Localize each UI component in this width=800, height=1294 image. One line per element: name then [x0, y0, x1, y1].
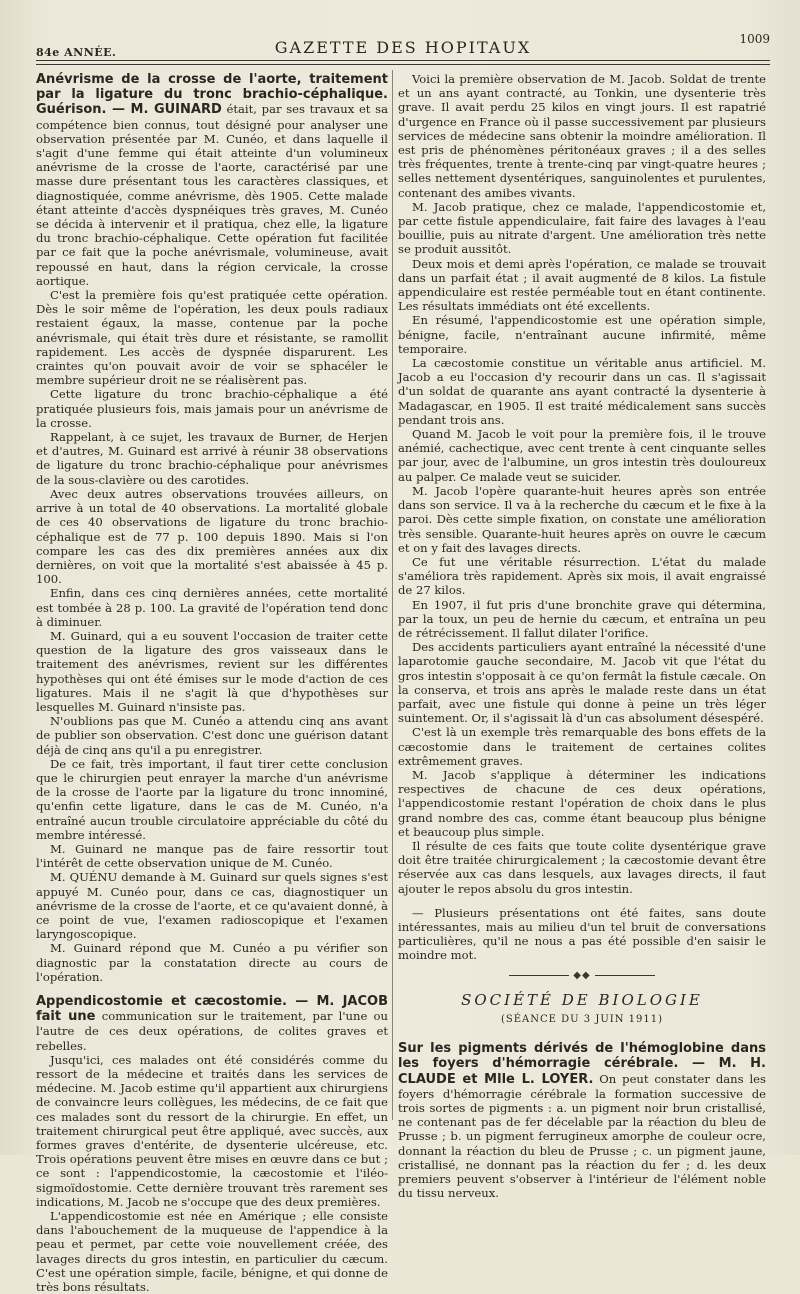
- article-heading: Sur les pigments dérivés de l'hémoglobine dans les foyers d'hémorragie cérébrale. — M. H. CLAUDE et Mlle L. LOYER.: [398, 1041, 766, 1087]
- paragraph: Deux mois et demi après l'opération, ce malade se trouvait dans un parfait état ; il avait augmenté de 8 kilos. La fistule appendiculaire est restée perméable tout en étant continente. Les résultats immédiats ont été excellents.: [398, 256, 766, 314]
- paragraph: M. Jacob pratique, chez ce malade, l'appendicostomie et, par cette fistule appendiculaire, fait faire des lavages à l'eau bouillie, puis au nitrate d'argent. Une amélioration très nette se produit aussitôt.: [398, 199, 766, 257]
- paragraph: En résumé, l'appendicostomie est une opération simple, bénigne, facile, n'entraînant aucune infirmité, même temporaire.: [398, 313, 766, 356]
- paragraph: Cette ligature du tronc brachio-céphalique a été pratiquée plusieurs fois, mais jamais pour un anévrisme de la crosse.: [36, 387, 388, 430]
- journal-title: GAZETTE DES HOPITAUX: [274, 38, 532, 57]
- section-ornament: ◆◆: [398, 969, 766, 983]
- column-divider: [392, 70, 393, 1120]
- header-rule-thin: [36, 64, 770, 65]
- paragraph: M. QUÉNU demande à M. Guinard sur quels signes s'est appuyé M. Cunéo pour, dans ce cas, diagnostiquer un anévrisme de la crosse de l'aorte, et ce qu'avaient donné, à ce point de vue, l'examen radioscopique et l'examen laryngoscopique.: [36, 870, 388, 942]
- left-column: [36, 72, 388, 1294]
- paragraph: N'oublions pas que M. Cunéo a attendu cinq ans avant de publier son observation. C'est donc une guérison datant déjà de cinq ans qu'il a pu enregistrer.: [36, 714, 388, 757]
- paragraph: M. Guinard répond que M. Cunéo a pu vérifier son diagnostic par la constatation directe au cours de l'opération.: [36, 941, 388, 984]
- paragraph: communication sur le traitement, par l'une ou l'autre de ces deux opérations, de colites graves et rebelles.: [36, 1009, 388, 1053]
- paragraph: Ce fut une véritable résurrection. L'état du malade s'améliora très rapidement. Après six mois, il avait engraissé de 27 kilos.: [398, 554, 766, 598]
- paragraph: M. Jacob l'opère quarante-huit heures après son entrée dans son service. Il va à la recherche du cæcum et le fixe à la paroi. Dès cette simple fixation, on constate une amélioration très sensible. Quarante-huit heures après on ouvre le cæcum et on y fait des lavages directs.: [398, 483, 766, 555]
- paragraph: était, par ses travaux et sa compétence bien connus, tout désigné pour analyser une observation présentée par M. Cunéo, et dans laquelle il s'agit d'une femme qui était atteinte d'un volumineux anévrisme de la crosse de l'aorte, caractérisé par une masse dure présentant tous les caractères classiques, et diagnostiquée, comme anévrisme, dès 1905. Cette malade étant atteinte d'accès dyspnéiques très graves, M. Cunéo se décida à intervenir et il pratiqua, chez elle, la ligature du tronc brachio-céphalique. Cette opération fut facilitée par ce fait que la poche anévrismale, volumineuse, avait repoussé en haut, dans la région cervicale, la crosse aortique.: [36, 102, 389, 288]
- paragraph: On peut constater dans les foyers d'hémorragie cérébrale la formation successive de trois sortes de pigments : a. un pigment noir brun cristallisé, ne contenant pas de fer décelable par la réaction du bleu de Prusse ; b. un pigment ferrugineux amorphe de couleur ocre, donnant la réaction du bleu de Prusse ; c. un pigment jaune, cristallisé, ne donnant pas la réaction du fer ; d. les deux premiers peuvent s'observer à l'intérieur de l'élément noble du tissu nerveux.: [398, 1071, 766, 1201]
- paragraph: L'appendicostomie est née en Amérique ; elle consiste dans l'abouchement de la muqueuse de l'appendice à la peau et permet, par cette voie nouvellement créée, des lavages directs du gros intestin, en particulier du cæcum. C'est une opération simple, facile, bénigne, et qui donne de très bons résultats.: [36, 1209, 388, 1294]
- article-heading: Anévrisme de la crosse de l'aorte, traitement par la ligature du tronc brachio-céphalique. Guérison. — M. GUINARD: [36, 72, 388, 118]
- paragraph: Des accidents particuliers ayant entraîné la nécessité d'une laparotomie gauche secondaire, M. Jacob vit que l'état du gros intestin s'opposait à ce qu'on fermât la fistule cæcale. On la conserva, et trois ans après le malade reste dans un état parfait, avec une fistule qui donne à peine un très léger suintement. Or, il s'agissait là d'un cas absolument désespéré.: [398, 640, 766, 726]
- paragraph: Rappelant, à ce sujet, les travaux de Burner, de Herjen et d'autres, M. Guinard est arrivé à réunir 38 observations de ligature du tronc brachio-céphalique pour anévrismes de la sous-clavière ou des carotides.: [36, 430, 388, 487]
- paragraph: M. Guinard ne manque pas de faire ressortir tout l'intérêt de cette observation unique de M. Cunéo.: [36, 841, 388, 871]
- session-date: (SÉANCE DU 3 JUIN 1911): [501, 1014, 663, 1025]
- paragraph: Il résulte de ces faits que toute colite dysentérique grave doit être traitée chirurgicalement ; la cæcostomie devant être réservée aux cas dans lesquels, aux lavages directs, il faut ajouter le repos absolu du gros intestin.: [398, 838, 766, 896]
- paragraph: Avec deux autres observations trouvées ailleurs, on arrive à un total de 40 observations. La mortalité globale de ces 40 observations de ligature du tronc brachio-céphalique est de 77 p. 100 depuis 1890. Mais si l'on compare les cas des dix premières années aux dix dernières, on voit que la mortalité s'est abaissée à 45 p. 100.: [36, 486, 388, 587]
- paragraph: Enfin, dans ces cinq dernières années, cette mortalité est tombée à 28 p. 100. La gravité de l'opération tend donc à diminuer.: [36, 586, 388, 629]
- year-label: 84e ANNÉE.: [36, 46, 117, 59]
- paragraph: M. Jacob s'applique à déterminer les indications respectives de chacune de ces deux opérations, l'appendicostomie restant l'opération de choix dans le plus grand nombre des cas, comme étant beaucoup plus bénigne et beaucoup plus simple.: [398, 767, 766, 839]
- paragraph: C'est là un exemple très remarquable des bons effets de la cæcostomie dans le traitement de certaines colites extrêmement graves.: [398, 725, 766, 768]
- paragraph: C'est la première fois qu'est pratiquée cette opération. Dès le soir même de l'opération, les deux pouls radiaux restaient égaux, la masse, contenue par la poche anévrismale, qui était très dure et résistante, se ramollit rapidement. Les accès de dyspnée disparurent. Les craintes qu'on pouvait avoir de voir se sphacéler le membre supérieur droit ne se réalisèrent pas.: [36, 288, 388, 388]
- header-rule: [36, 60, 770, 61]
- society-title: SOCIÉTÉ DE BIOLOGIE: [461, 990, 703, 1009]
- paragraph: En 1907, il fut pris d'une bronchite grave qui détermina, par la toux, un peu de hernie du cæcum, et entraîna un peu de rétrécissement. Il fallut dilater l'orifice.: [398, 597, 766, 640]
- paragraph: — Plusieurs présentations ont été faites, sans doute intéressantes, mais au milieu d'un tel bruit de conversations particulières, qu'il ne nous a pas été possible d'en saisir le moindre mot.: [398, 905, 766, 963]
- paragraph: Quand M. Jacob le voit pour la première fois, il le trouve anémié, cachectique, avec cent trente à cent cinquante selles par jour, avec de l'albumine, un gros intestin très douloureux au palper. Ce malade veut se suicider.: [398, 427, 766, 484]
- paragraph: De ce fait, très important, il faut tirer cette conclusion que le chirurgien peut enrayer la marche d'un anévrisme de la crosse de l'aorte par la ligature du tronc innominé, qu'enfin cette ligature, dans le cas de M. Cunéo, n'a entraîné aucun trouble circulatoire appréciable du côté du membre intéressé.: [36, 756, 388, 842]
- paragraph: La cæcostomie constitue un véritable anus artificiel. M. Jacob a eu l'occasion d'y recourir dans un cas. Il s'agissait d'un soldat de quarante ans ayant contracté la dysenterie à Madagascar, en 1905. Il est traité médicalement sans succès pendant trois ans.: [398, 356, 766, 427]
- paragraph: M. Guinard, qui a eu souvent l'occasion de traiter cette question de la ligature des gros vaisseaux dans le traitement des anévrismes, revient sur les différentes hypothèses qui ont été émises sur le mode d'action de ces ligatures. Mais il ne s'agit là que d'hypothèses sur lesquelles M. Guinard n'insiste pas.: [36, 628, 388, 714]
- article-appendicostomie: [36, 994, 388, 1053]
- article-pigments: [398, 1041, 766, 1200]
- paragraph: Voici la première observation de M. Jacob. Soldat de trente et un ans ayant contracté, au Tonkin, une dysenterie très grave. Il avait perdu 25 kilos en vingt jours. Il est rapatrié d'urgence en France où il passe successivement par plusieurs services de médecine sans obtenir la moindre amélioration. Il est pris de phénomènes péritonéaux graves ; il a des selles très fréquentes, trente à trente-cinq par vingt-quatre heures ; selles nettement dysentériques, sanguinolentes et purulentes, contenant des amibes vivants.: [398, 72, 766, 200]
- article-anevrisme: [36, 72, 388, 288]
- right-column: [398, 72, 766, 1200]
- article-heading: Appendicostomie et cæcostomie. — M. JACOB fait une: [36, 994, 388, 1025]
- paragraph: Jusqu'ici, ces malades ont été considérés comme du ressort de la médecine et traités dans les services de médecine. M. Jacob estime qu'il appartient aux chirurgiens de convaincre leurs collègues, les médecins, de ce fait que ces malades sont du ressort de la chirurgie. En effet, un traitement chirurgical peut être appliqué, avec succès, aux formes graves d'entérite, de dysenterie ulcéreuse, etc. Trois opérations peuvent être mises en œuvre dans ce but ; ce sont : l'appendicostomie, la cæcostomie et l'iléo-sigmoïdostomie. Cette dernière trouvant très rarement ses indications, M. Jacob ne s'occupe que des deux premières.: [36, 1052, 388, 1209]
- page-number: 1009: [739, 32, 770, 46]
